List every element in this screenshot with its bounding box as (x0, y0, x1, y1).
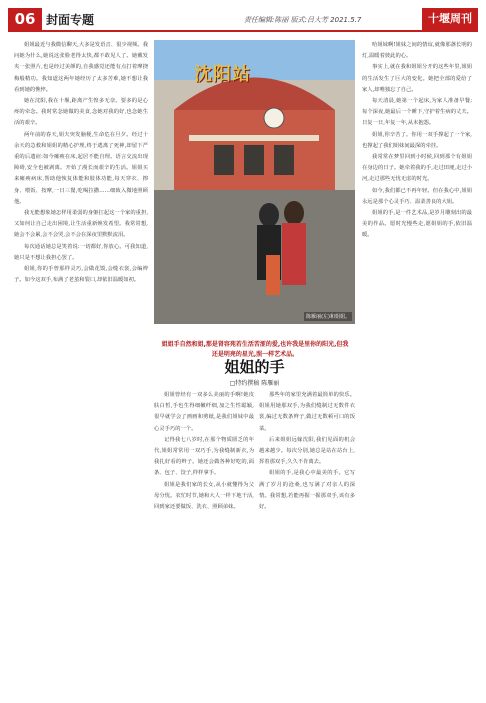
photo-credit: 陈雁丽(左)和姐姐。 (306, 314, 350, 320)
article-column-3 (259, 390, 355, 686)
paragraph: 事实上,就在我和姐姐分开的这些年里,姐姐的生活发生了巨大的变化。她把全部的爱给了家人,却唯独忘了自己。 (362, 64, 472, 93)
paragraph: 如今,我们都已不再年轻。但在我心中,姐姐永远是那个心灵手巧、温柔善良的大姐。 (362, 187, 472, 205)
paragraph: 我无能想象她怎样用柔弱的身躯扛起这一个家的重担,又如何让自己走出困境,让生活重新焕发希望。我常常想,她会不会累,会不会哭,会不会在深夜里默默流泪。 (14, 210, 148, 239)
station-photo-illustration (154, 40, 355, 324)
section-title: 封面专题 (46, 13, 95, 27)
paragraph: 后来姐姐远嫁沈阳,我们见面的机会越来越少。每次分别,她总是站在站台上,挥着那双手,久久不肯离去。 (259, 436, 355, 466)
page-number: 06 (8, 8, 42, 30)
paragraph: 她在沈阳,我在十堰,距离产生惶多无奈。要多的是心疼的牵念。我时常念她做的美食,念她对我的好,也念她生活的艰辛。 (14, 98, 148, 127)
paragraph: 姐姐的手,是我心中最美的手。它写满了岁月的沧桑,也写满了对亲人的深情。我常想,若能再握一握那双手,该有多好。 (259, 470, 355, 511)
paragraph: 我常常在梦里回到小时候,回到那个有姐姐在身边的日子。她牵着我的手,走过田埂,走过小河,走过那些无忧无虑的时光。 (362, 154, 472, 183)
cover-photo (154, 40, 355, 324)
paragraph: 那些年的家里充满着最简单的快乐。姐姐用她那双手,为我们缝制过无数件衣裳,编过无数条辫子,做过无数顿可口的饭菜。 (259, 392, 355, 432)
article-title: 姐姐的手 (224, 358, 285, 376)
paragraph: 姐姐的手,是一件艺术品,是岁月雕刻出的最美的作品。愿时光慢些走,愿姐姐的手,依旧温暖。 (362, 210, 472, 239)
paragraph: 姐姐是我们家的长女,从小就懂得为父母分忧。农忙时节,她和大人一样下地干活,回到家还要做饭、洗衣、照顾弟妹。 (154, 481, 254, 511)
newspaper-brand: 十堰周刊 (422, 8, 478, 30)
paragraph: 姐姐,你的手曾那样灵巧,会做花馍,会缝衣裳,会编辫子。如今这双手,布满了老茧和裂口,却依旧温暖如初。 (14, 266, 148, 284)
paragraph: 每天清晨,她第一个起床,为家人准备早餐;每个深夜,她最后一个睡下,守护着生病的丈夫。日复一日,年复一年,从未抱怨。 (362, 98, 472, 127)
paragraph: 每次通话她总是笑着说:一切都好,你放心。可我知道,她只是不想让我担心罢了。 (14, 243, 148, 261)
paragraph: 记得我七八岁时,在那个物质匮乏的年代,姐姐常常用一双巧手,为我缝制新衣,为我扎好看的辫子。她还会做各种好吃的,面条、包子、饺子,样样拿手。 (154, 436, 254, 477)
paragraph: 两年前的春天,姐夫突发脑梗,生命危在旦夕。经过十余天的急救和姐姐的精心护理,终于逃离了死神,却留下严重的后遗症:如今瘫痪在床,起居不能自理。语言交流出现障碍,安全也被剥离。开始了漫长而艰辛的生活。姐姐买来瘫痪病床,帮助他恢复体能和肢体功能,每天穿衣、擦身、喂饭、按摩,一日三餐,吃喝拉撒……细致入微地照顾他。 (14, 131, 148, 205)
station-sign: 沈阳站 (194, 64, 251, 85)
article-byline: □特约撰稿 陈雁丽 (229, 380, 280, 387)
photo-caption: 姐姐手自然和姐,那是肾容苑若生活苦涩的爱,也许我是里你的阳光,但我还是明亮的星光,照一样艺术品。 (161, 341, 349, 358)
page-header (8, 8, 478, 32)
paragraph: 姐姐曾经有一双多么美丽的手啊!她皮肤白皙,手也生得细嫩纤细,加之生性聪颖,很早就学会了画画和剪纸,是我们姐妹中最心灵手巧的一个。 (154, 392, 254, 432)
paragraph: 姐姐,你辛苦了。你用一双手撑起了一个家,也撑起了我们姐妹间最深的牵挂。 (362, 131, 472, 149)
article-column-4 (362, 40, 472, 686)
paragraph: 姐姐最近与我微信聊天,大多是发语音、很少视频。我问她为什么,她说这张脸老得太快,都不敢见人了。她戴发夹一张照片,也是经过美颜的,自我感觉还能有点打着摩挠梅般精功。我知道这两年她经历了太多苦难,她不想让我看到她的憔悴。 (14, 42, 148, 93)
article-column-1 (14, 40, 148, 680)
article-column-2 (154, 390, 254, 686)
editor-meta: 责任编辑:陈丽 版式:吕大芳 2021.5.7 (244, 16, 362, 24)
paragraph: 哈姐妹啊!姐妹之间的情谊,就像那盏长明的灯,温暖着彼此的心。 (362, 42, 472, 60)
